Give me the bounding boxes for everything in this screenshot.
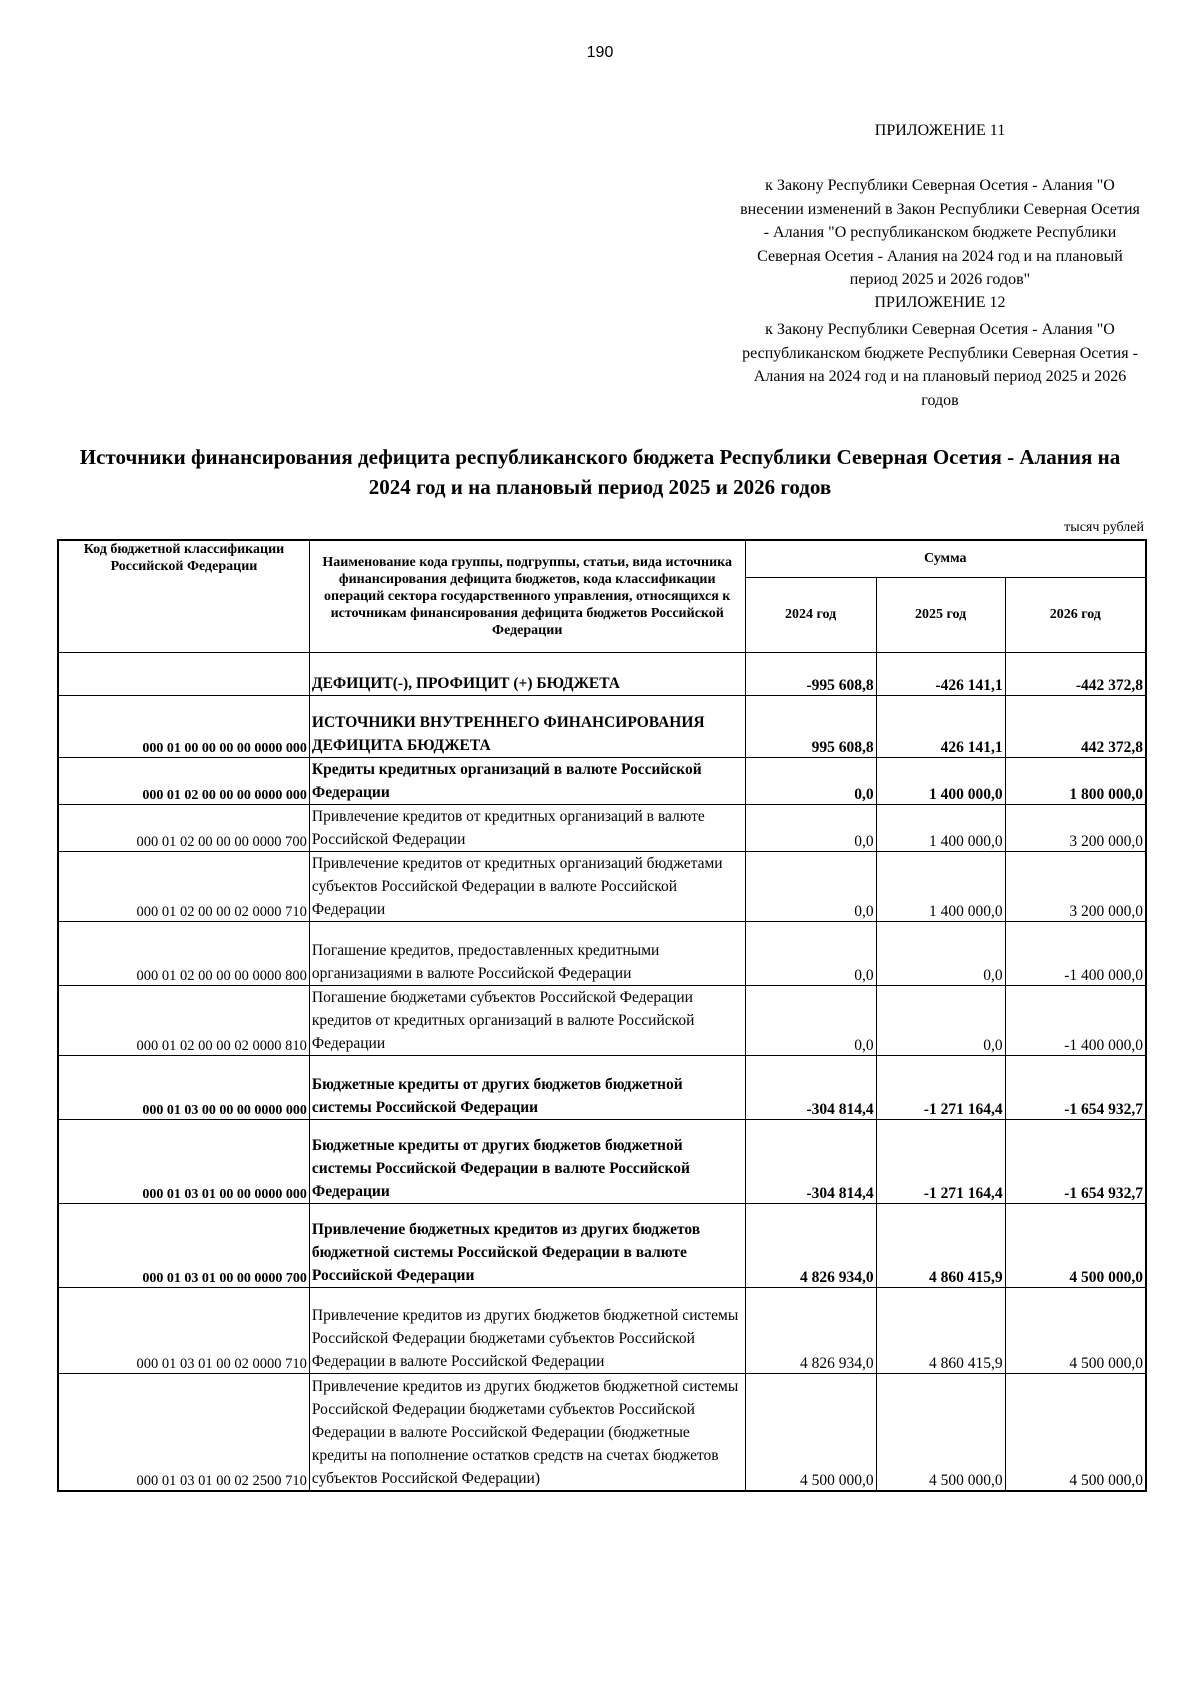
row-value-2024: 0,0: [745, 921, 876, 985]
row-value-2026: 4 500 000,0: [1005, 1373, 1146, 1491]
row-value-2026: 4 500 000,0: [1005, 1287, 1146, 1373]
table-row: [58, 851, 1146, 921]
table-row: [58, 985, 1146, 1055]
row-value-2025: 1 400 000,0: [876, 757, 1005, 804]
table-row: [58, 695, 1146, 757]
appendix-11-text: к Закону Республики Северная Осетия - Алания "О внесении изменений в Закон Республики Северная Осетия - Алания "О республиканском бюджете Республики Северная Осетия - Алания на 2024 год и на плановый период 2025 и 2026 годов": [740, 177, 1140, 288]
table-row: [58, 921, 1146, 985]
row-code: 000 01 02 00 00 02 0000 710: [58, 851, 309, 921]
appendix-11-title: ПРИЛОЖЕНИЕ 11: [874, 122, 1006, 139]
row-value-2026: 442 372,8: [1005, 695, 1146, 757]
row-value-2024: 4 826 934,0: [745, 1287, 876, 1373]
row-value-2025: 4 500 000,0: [876, 1373, 1005, 1491]
row-value-2026: 3 200 000,0: [1005, 804, 1146, 851]
header-year-2026: 2026 год: [1005, 577, 1146, 652]
table-body: [58, 652, 1146, 1491]
financing-sources-table: [57, 539, 1147, 1492]
row-value-2026: -1 654 932,7: [1005, 1119, 1146, 1203]
row-name: Погашение бюджетами субъектов Российской Федерации кредитов от кредитных организаций в валюте Российской Федерации: [309, 985, 745, 1055]
row-value-2024: -304 814,4: [745, 1119, 876, 1203]
row-name: Кредиты кредитных организаций в валюте Российской Федерации: [309, 757, 745, 804]
table-row: [58, 652, 1146, 695]
row-value-2025: 1 400 000,0: [876, 804, 1005, 851]
row-code: 000 01 00 00 00 00 0000 000: [58, 695, 309, 757]
row-value-2026: 3 200 000,0: [1005, 851, 1146, 921]
appendix-12-text: к Закону Республики Северная Осетия - Алания "О республиканском бюджете Республики Северная Осетия - Алания на 2024 год и на плановый период 2025 и 2026 годов: [742, 321, 1138, 409]
row-value-2024: -304 814,4: [745, 1055, 876, 1119]
row-value-2025: 426 141,1: [876, 695, 1005, 757]
page-number: 190: [586, 44, 614, 61]
table-row: [58, 1119, 1146, 1203]
row-code: 000 01 03 01 00 02 0000 710: [58, 1287, 309, 1373]
row-value-2025: 4 860 415,9: [876, 1203, 1005, 1287]
row-code: 000 01 03 01 00 02 2500 710: [58, 1373, 309, 1491]
row-value-2025: -1 271 164,4: [876, 1055, 1005, 1119]
row-value-2024: 0,0: [745, 985, 876, 1055]
row-code: 000 01 02 00 00 02 0000 810: [58, 985, 309, 1055]
header-year-2025: 2025 год: [876, 577, 1005, 652]
row-value-2024: -995 608,8: [745, 652, 876, 695]
row-name: Привлечение кредитов от кредитных организаций бюджетами субъектов Российской Федерации в валюте Российской Федерации: [309, 851, 745, 921]
units-label: тысяч рублей: [1064, 520, 1144, 535]
row-name: Бюджетные кредиты от других бюджетов бюджетной системы Российской Федерации: [309, 1055, 745, 1119]
row-value-2026: -1 654 932,7: [1005, 1055, 1146, 1119]
row-value-2025: -1 271 164,4: [876, 1119, 1005, 1203]
row-code: 000 01 02 00 00 00 0000 700: [58, 804, 309, 851]
table-row: [58, 1287, 1146, 1373]
row-value-2026: 1 800 000,0: [1005, 757, 1146, 804]
appendix-12-title: ПРИЛОЖЕНИЕ 12: [874, 294, 1006, 311]
row-name: ДЕФИЦИТ(-), ПРОФИЦИТ (+) БЮДЖЕТА: [309, 652, 745, 695]
header-year-2024: 2024 год: [745, 577, 876, 652]
row-value-2024: 0,0: [745, 804, 876, 851]
row-name: ИСТОЧНИКИ ВНУТРЕННЕГО ФИНАНСИРОВАНИЯ ДЕФИЦИТА БЮДЖЕТА: [309, 695, 745, 757]
row-value-2025: 4 860 415,9: [876, 1287, 1005, 1373]
header-code: Код бюджетной классификации Российской Федерации: [58, 540, 309, 652]
row-name: Погашение кредитов, предоставленных кредитными организациями в валюте Российской Федерации: [309, 921, 745, 985]
table-row: [58, 757, 1146, 804]
row-name: Бюджетные кредиты от других бюджетов бюджетной системы Российской Федерации в валюте Российской Федерации: [309, 1119, 745, 1203]
row-value-2025: 1 400 000,0: [876, 851, 1005, 921]
row-value-2026: 4 500 000,0: [1005, 1203, 1146, 1287]
row-name: Привлечение кредитов от кредитных организаций в валюте Российской Федерации: [309, 804, 745, 851]
row-value-2026: -1 400 000,0: [1005, 985, 1146, 1055]
row-code: 000 01 03 00 00 00 0000 000: [58, 1055, 309, 1119]
row-value-2026: -1 400 000,0: [1005, 921, 1146, 985]
row-name: Привлечение кредитов из других бюджетов бюджетной системы Российской Федерации бюджетами субъектов Российской Федерации в валюте Российской Федерации (бюджетные кредиты на пополнение остатков средств на счетах бюджетов субъектов Российской Федерации): [309, 1373, 745, 1491]
table-row: [58, 804, 1146, 851]
header-name: Наименование кода группы, подгруппы, статьи, вида источника финансирования дефицита бюджетов, кода классификации операций сектора государственного управления, относящихся к источникам финансирования дефицита бюджетов Российской Федерации: [309, 540, 745, 652]
row-value-2024: 0,0: [745, 757, 876, 804]
row-value-2026: -442 372,8: [1005, 652, 1146, 695]
table-row: [58, 1203, 1146, 1287]
row-value-2025: -426 141,1: [876, 652, 1005, 695]
document-title: Источники финансирования дефицита республиканского бюджета Республики Северная Осетия - Алания на 2024 год и на плановый период 2025 и 2026 годов: [79, 445, 1121, 499]
row-code: [58, 652, 309, 695]
row-name: Привлечение бюджетных кредитов из других бюджетов бюджетной системы Российской Федерации в валюте Российской Федерации: [309, 1203, 745, 1287]
header-sum: Сумма: [745, 540, 1146, 577]
row-code: 000 01 03 01 00 00 0000 700: [58, 1203, 309, 1287]
row-value-2025: 0,0: [876, 921, 1005, 985]
row-code: 000 01 02 00 00 00 0000 000: [58, 757, 309, 804]
row-value-2024: 0,0: [745, 851, 876, 921]
row-name: Привлечение кредитов из других бюджетов бюджетной системы Российской Федерации бюджетами субъектов Российской Федерации в валюте Российской Федерации: [309, 1287, 745, 1373]
row-code: 000 01 03 01 00 00 0000 000: [58, 1119, 309, 1203]
table-row: [58, 1373, 1146, 1491]
row-code: 000 01 02 00 00 00 0000 800: [58, 921, 309, 985]
table-row: [58, 1055, 1146, 1119]
row-value-2024: 4 826 934,0: [745, 1203, 876, 1287]
row-value-2024: 4 500 000,0: [745, 1373, 876, 1491]
row-value-2025: 0,0: [876, 985, 1005, 1055]
row-value-2024: 995 608,8: [745, 695, 876, 757]
